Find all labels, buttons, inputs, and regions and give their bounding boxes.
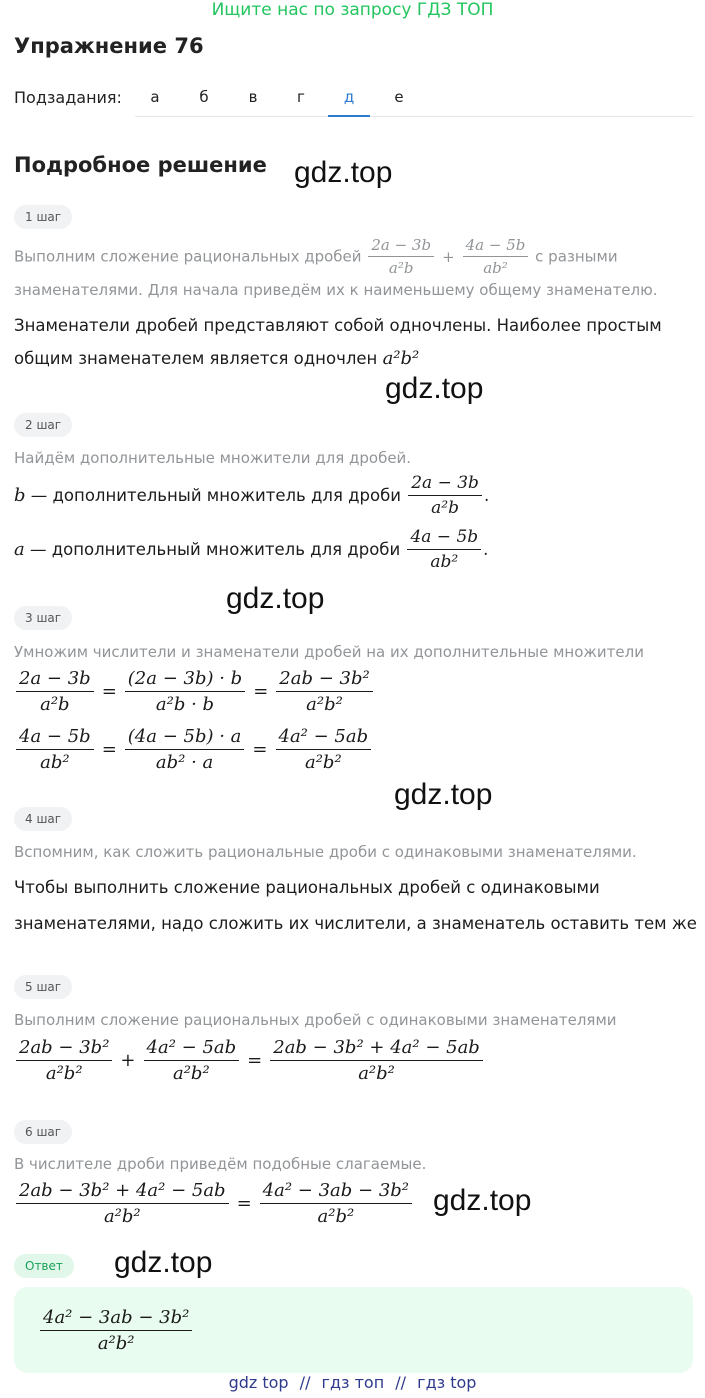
step4-text-line1: Чтобы выполнить сложение рациональных дробей с одинаковыми: [14, 878, 600, 897]
subtask-tab-d[interactable]: д: [329, 88, 369, 106]
fraction: $\frac{\text{2ab − 3b²}}{\text{a²b²}}$: [276, 668, 372, 715]
step5-intro: Выполним сложение рациональных дробей с одинаковыми знаменателями: [14, 1011, 617, 1029]
footer-link[interactable]: гдз топ: [321, 1373, 385, 1392]
subtask-tab-v[interactable]: в: [248, 88, 258, 106]
watermark: gdz.top: [114, 1246, 213, 1279]
watermark: gdz.top: [385, 372, 484, 405]
step-badge: 4 шаг: [14, 807, 72, 831]
math-var: a: [14, 539, 25, 560]
math-monomial: a²b²: [382, 348, 420, 369]
fraction: $\frac{\text{4a² − 5ab}}{\text{a²b²}}$: [276, 726, 372, 773]
equation: $\frac{\text{2ab − 3b² + 4a² − 5ab}}{\text{a²b²}}$ = $\frac{\text{4a² − 3ab − 3b²}}{\text{a²b²}}$: [14, 1180, 414, 1227]
step2-intro: Найдём дополнительные множители для дробей.: [14, 449, 412, 467]
fraction: $\frac{2a - 3b}{\text{a²b}}$: [16, 668, 94, 715]
subtask-tab-e[interactable]: е: [394, 88, 404, 106]
step4-text-line2: знаменателями, надо сложить их числители, а знаменатель оставить тем же: [14, 914, 697, 933]
answer-badge: Ответ: [14, 1254, 74, 1278]
subtask-tab-b[interactable]: б: [199, 88, 209, 106]
fraction: $\frac{2a - 3b}{\text{a²b}}$: [408, 473, 482, 518]
footer-separator: //: [395, 1373, 407, 1392]
answer-box: [14, 1287, 693, 1373]
section-title: Подробное решение: [14, 153, 267, 177]
step3-intro: Умножим числители и знаменатели дробей на их дополнительные множители: [14, 643, 644, 661]
watermark: gdz.top: [433, 1184, 532, 1217]
footer-separator: //: [299, 1373, 311, 1392]
answer-equation: [38, 1307, 194, 1354]
footer-link[interactable]: гдз top: [417, 1373, 477, 1392]
equation: $\frac{\text{2ab − 3b²}}{\text{a²b²}}$ + $\frac{\text{4a² − 5ab}}{\text{a²b²}}$ = $\frac{\text{2ab − 3b² + 4a² − 5ab}}{\text{a²b²}}$: [14, 1037, 485, 1084]
step1-text-line1: Знаменатели дробей представляют собой одночлены. Наиболее простым: [14, 316, 662, 335]
step1-text-line2-label: общим знаменателем является одночлен: [14, 349, 378, 368]
step-badge: 6 шаг: [14, 1120, 72, 1144]
fraction: $\frac{4a - 5b}{\text{ab²}}$: [16, 726, 94, 773]
subtask-tabs: [135, 80, 693, 117]
footer-links: [0, 1373, 705, 1392]
fraction: $\frac{\text{2ab − 3b²}}{\text{a²b²}}$: [16, 1037, 112, 1084]
fraction: $\frac{4a - 5b}{\text{ab²}}$: [463, 236, 529, 277]
step4-intro: Вспомним, как сложить рациональные дроби с одинаковыми знаменателями.: [14, 843, 637, 861]
fraction: $\frac{\text{4a² − 5ab}}{\text{a²b²}}$: [144, 1037, 240, 1084]
math-var: b: [14, 485, 26, 506]
search-banner: Ищите нас по запросу ГДЗ ТОП: [211, 0, 494, 20]
subtask-tab-g[interactable]: г: [297, 88, 305, 106]
step2-line-a: a — дополнительный множитель для дроби $\frac{4a - 5b}{\text{ab²}}$ .: [14, 527, 489, 572]
step2-line-text: — дополнительный множитель для дроби: [30, 486, 401, 505]
fraction: $\frac{\text{4a² − 3ab − 3b²}}{\text{a²b²}}$: [260, 1180, 412, 1227]
fraction: $\frac{4a - 5b}{\text{ab²}}$: [407, 527, 481, 572]
step6-intro: В числителе дроби приведём подобные слагаемые.: [14, 1155, 427, 1173]
step-badge: 3 шаг: [14, 606, 72, 630]
step-badge: 2 шаг: [14, 413, 72, 437]
equation: $\frac{2a - 3b}{\text{a²b}}$ = $\frac{(2a - 3b) \cdot b}{\text{a²b · b}}$ = $\frac{\text{2ab − 3b²}}{\text{a²b²}}$: [14, 668, 375, 715]
subtasks-label: Подзадания:: [14, 88, 122, 107]
footer-link[interactable]: gdz top: [228, 1373, 289, 1392]
step-badge: 5 шаг: [14, 975, 72, 999]
watermark: gdz.top: [394, 778, 493, 811]
fraction: $\frac{\text{2ab − 3b² + 4a² − 5ab}}{\text{a²b²}}$: [270, 1037, 483, 1084]
fraction: $\frac{(4a - 5b) \cdot a}{\text{ab² · a}}$: [125, 726, 245, 773]
fraction: $\frac{\text{4a² − 3ab − 3b²}}{\text{a²b²}}$: [40, 1307, 192, 1354]
fraction: $\frac{(2a - 3b) \cdot b}{\text{a²b · b}}$: [125, 668, 245, 715]
fraction: $\frac{\text{2ab − 3b² + 4a² − 5ab}}{\text{a²b²}}$: [16, 1180, 229, 1227]
step2-line-b: b — дополнительный множитель для дроби $\frac{2a - 3b}{\text{a²b}}$ .: [14, 473, 490, 518]
equation: $\frac{4a - 5b}{\text{ab²}}$ = $\frac{(4a - 5b) \cdot a}{\text{ab² · a}}$ = $\frac{\text{4a² − 5ab}}{\text{a²b²}}$: [14, 726, 373, 773]
fraction: $\frac{2a - 3b}{\text{a²b}}$: [368, 236, 434, 277]
step2-line-text: — дополнительный множитель для дроби: [29, 540, 401, 559]
step1-intro: Выполним сложение рациональных дробей $\frac{2a - 3b}{\text{a²b}}$ + $\frac{4a - 5b}{\text{ab²}}$ с разными: [14, 236, 618, 277]
watermark: gdz.top: [226, 582, 325, 615]
step1-intro-line2: знаменателями. Для начала приведём их к наименьшему общему знаменателю.: [14, 281, 658, 299]
page-title: Упражнение 76: [14, 34, 204, 58]
subtask-tab-a[interactable]: а: [150, 88, 160, 106]
step1-text-line2: [14, 348, 419, 369]
step1-intro-text: Выполним сложение рациональных дробей: [14, 247, 362, 266]
step1-intro-text-end: с разными: [535, 247, 618, 266]
step-badge: 1 шаг: [14, 205, 72, 229]
watermark: gdz.top: [294, 156, 393, 189]
